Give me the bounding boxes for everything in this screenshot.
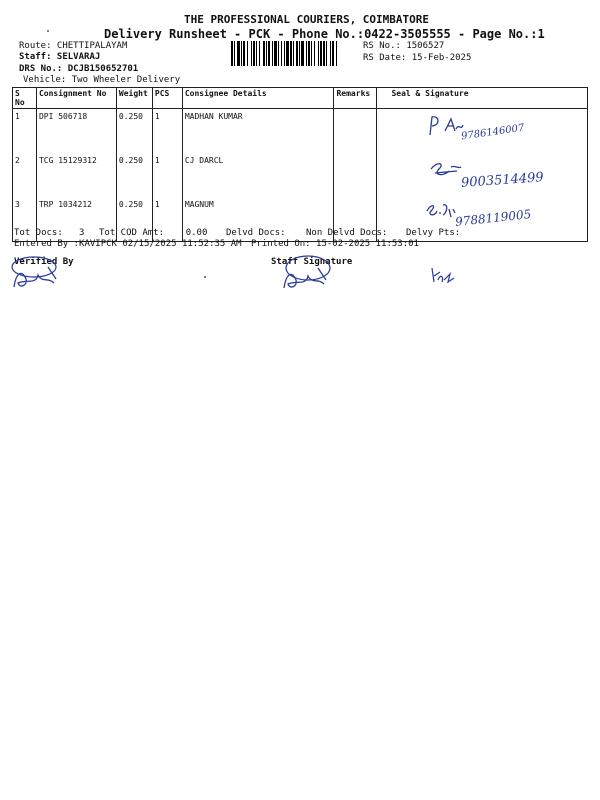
col-header-remarks: Remarks: [334, 88, 377, 109]
table-header-row: [13, 88, 588, 109]
entered-by: Entered By :KAVIPCK 02/15/2025 11:52:35 AM: [14, 239, 242, 249]
weight-cell: 0.250: [116, 153, 152, 197]
signature-cell: [377, 109, 588, 154]
verified-by-label: Verified By: [14, 257, 74, 267]
drs-number: DRS No.: DCJB150652701: [19, 64, 139, 74]
consignee-cell: CJ DARCL: [182, 153, 334, 197]
handwritten-signature: [427, 159, 463, 181]
vehicle-label: Vehicle: Two Wheeler Delivery: [23, 75, 181, 85]
handwritten-phone: 9003514499: [461, 170, 545, 191]
table-row: [13, 109, 588, 154]
company-title: THE PROFESSIONAL COURIERS, COIMBATORE: [184, 13, 430, 26]
delivery-points: Delvy Pts:: [406, 228, 461, 238]
route-label: Route: CHETTIPALAYAM: [19, 41, 128, 51]
weight-cell: 0.250: [116, 109, 152, 154]
signature-cell: [377, 153, 588, 197]
barcode: [231, 41, 357, 66]
non-delivered-docs: Non Delvd Docs:: [306, 228, 388, 238]
handwritten-signature: [425, 113, 465, 139]
col-header-consignee: Consignee Details: [182, 88, 334, 109]
sno-cell: 3: [13, 197, 37, 242]
stray-dot: [204, 276, 206, 278]
total-docs: Tot Docs: 3: [14, 228, 85, 238]
stray-dot: [47, 30, 49, 32]
table-row: [13, 153, 588, 197]
total-cod-amount: Tot COD Amt: 0.00: [99, 228, 208, 238]
col-header-sno: S No: [13, 88, 37, 109]
verifier-signature: [8, 253, 64, 293]
remarks-cell: [334, 153, 377, 197]
col-header-weight: Weight: [116, 88, 152, 109]
consignee-cell: MADHAN KUMAR: [182, 109, 334, 154]
pcs-cell: 1: [152, 109, 182, 154]
col-header-signature: Seal & Signature: [377, 88, 588, 109]
consignee-cell: MAGNUM: [182, 197, 334, 242]
sno-cell: 2: [13, 153, 37, 197]
initials-mark: [430, 266, 456, 286]
handwritten-phone: 9786146007: [461, 122, 526, 143]
rs-number: RS No.: 1506527: [363, 41, 445, 51]
pcs-cell: 1: [152, 153, 182, 197]
handwritten-phone: 9788119005: [454, 207, 533, 229]
weight-cell: 0.250: [116, 197, 152, 242]
consignment-cell: TRP 1034212: [36, 197, 116, 242]
sno-cell: 1: [13, 109, 37, 154]
runsheet-table: [12, 87, 588, 242]
remarks-cell: [334, 109, 377, 154]
staff-label: Staff: SELVARAJ: [19, 52, 101, 62]
printed-on: Printed On: 15-02-2025 11:53:01: [251, 239, 419, 249]
rs-date: RS Date: 15-Feb-2025: [363, 53, 472, 63]
staff-signature: [278, 252, 334, 294]
col-header-pcs: PCS: [152, 88, 182, 109]
col-header-consignment: Consignment No: [36, 88, 116, 109]
consignment-cell: TCG 15129312: [36, 153, 116, 197]
staff-signature-label: Staff Signature: [271, 257, 353, 267]
consignment-cell: DPI 506718: [36, 109, 116, 154]
pcs-cell: 1: [152, 197, 182, 242]
runsheet-subtitle: Delivery Runsheet - PCK - Phone No.:0422-3505555 - Page No.:1: [104, 27, 545, 41]
delivered-docs: Delvd Docs:: [226, 228, 286, 238]
